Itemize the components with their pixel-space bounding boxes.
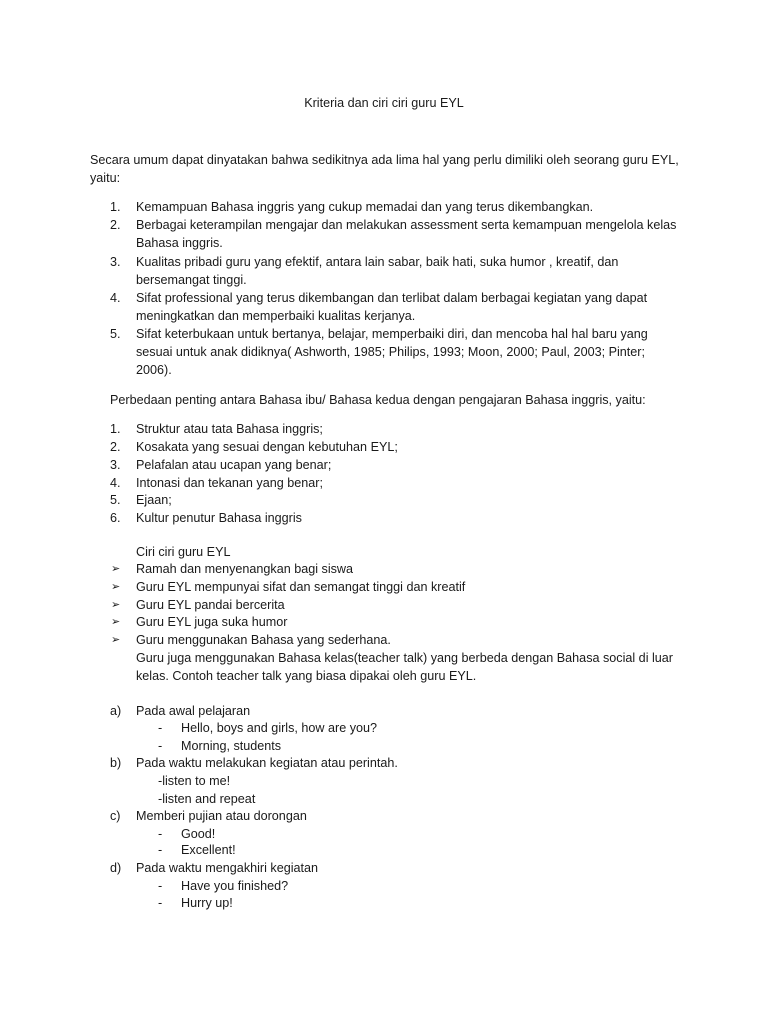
list-item-label: a) xyxy=(110,704,122,718)
list-item-text: Guru EYL pandai bercerita xyxy=(136,598,285,612)
list-item-text: Ramah dan menyenangkan bagi siswa xyxy=(136,562,354,576)
traits-note-line: Guru juga menggunakan Bahasa kelas(teacher talk) yang berbeda dengan Bahasa social di luar xyxy=(136,651,673,665)
dash-bullet: - xyxy=(158,721,163,735)
example-text: Have you finished? xyxy=(181,879,289,893)
traits-heading: Ciri ciri guru EYL xyxy=(136,545,231,559)
list-item-text: Struktur atau tata Bahasa inggris; xyxy=(136,422,323,436)
traits-note-line: kelas. Contoh teacher talk yang biasa dipakai oleh guru EYL. xyxy=(136,669,477,683)
list-item-number: 5. xyxy=(110,493,121,507)
list-item-label: b) xyxy=(110,756,122,770)
list-item-text: meningkatkan dan memperbaiki kualitas kerjanya. xyxy=(136,309,416,323)
arrow-bullet-icon: ➢ xyxy=(111,563,121,575)
dash-bullet: - xyxy=(158,896,163,910)
list-item-label: d) xyxy=(110,861,122,875)
arrow-bullet-icon: ➢ xyxy=(111,616,121,628)
list-item-text: Memberi pujian atau dorongan xyxy=(136,809,307,823)
list-item-number: 3. xyxy=(110,458,121,472)
arrow-bullet-icon: ➢ xyxy=(111,581,121,593)
list-item-text: 2006). xyxy=(136,363,172,377)
list-item-text: sesuai untuk anak didiknya( Ashworth, 1985; Philips, 1993; Moon, 2000; Paul, 2003; Pinter; xyxy=(136,345,645,359)
list-item-text: Pelafalan atau ucapan yang benar; xyxy=(136,458,332,472)
list-item-text: Pada awal pelajaran xyxy=(136,704,251,718)
list-item-number: 6. xyxy=(110,511,121,525)
list-item-number: 3. xyxy=(110,255,121,269)
list-item-number: 1. xyxy=(110,200,121,214)
list-item-text: Sifat keterbukaan untuk bertanya, belajar, memperbaiki diri, dan mencoba hal hal baru yang xyxy=(136,327,648,341)
list-item-number: 4. xyxy=(110,291,121,305)
list-item-text: Kualitas pribadi guru yang efektif, antara lain sabar, baik hati, suka humor , kreatif, dan xyxy=(136,255,619,269)
list-item-text: Pada waktu mengakhiri kegiatan xyxy=(136,861,319,875)
example-text: -listen to me! xyxy=(158,774,231,788)
list-item-text: bersemangat tinggi. xyxy=(136,273,247,287)
arrow-bullet-icon: ➢ xyxy=(111,599,121,611)
example-text: Good! xyxy=(181,827,216,841)
list-item-text: Guru EYL juga suka humor xyxy=(136,615,288,629)
list-item-number: 2. xyxy=(110,218,121,232)
dash-bullet: - xyxy=(158,739,163,753)
list-item-text: Guru menggunakan Bahasa yang sederhana. xyxy=(136,633,391,647)
list-item-text: Berbagai keterampilan mengajar dan melakukan assessment serta kemampuan mengelola kelas xyxy=(136,218,677,232)
list-item-number: 1. xyxy=(110,422,121,436)
dash-bullet: - xyxy=(158,827,163,841)
arrow-bullet-icon: ➢ xyxy=(111,634,121,646)
list-item-text: Kultur penutur Bahasa inggris xyxy=(136,511,302,525)
example-text: Excellent! xyxy=(181,843,236,857)
example-text: -listen and repeat xyxy=(158,792,256,806)
list-item-text: Pada waktu melakukan kegiatan atau perintah. xyxy=(136,756,398,770)
list-item-text: Kemampuan Bahasa inggris yang cukup memadai dan yang terus dikembangkan. xyxy=(136,200,594,214)
list-item-number: 4. xyxy=(110,476,121,490)
list-item-text: Intonasi dan tekanan yang benar; xyxy=(136,476,323,490)
differences-heading: Perbedaan penting antara Bahasa ibu/ Bahasa kedua dengan pengajaran Bahasa inggris, yaitu: xyxy=(110,393,646,407)
dash-bullet: - xyxy=(158,843,163,857)
example-text: Hello, boys and girls, how are you? xyxy=(181,721,378,735)
list-item-label: c) xyxy=(110,809,121,823)
list-item-number: 5. xyxy=(110,327,121,341)
list-item-text: Bahasa inggris. xyxy=(136,236,223,250)
example-text: Morning, students xyxy=(181,739,282,753)
list-item-text: Sifat professional yang terus dikembangan dan terlibat dalam berbagai kegiatan yang dapat xyxy=(136,291,648,305)
intro-line-1: Secara umum dapat dinyatakan bahwa sedikitnya ada lima hal yang perlu dimiliki oleh seorang guru EYL, xyxy=(90,153,679,167)
list-item-text: Ejaan; xyxy=(136,493,172,507)
list-item-text: Guru EYL mempunyai sifat dan semangat tinggi dan kreatif xyxy=(136,580,466,594)
example-text: Hurry up! xyxy=(181,896,233,910)
dash-bullet: - xyxy=(158,879,163,893)
document-title: Kriteria dan ciri ciri guru EYL xyxy=(304,96,464,110)
list-item-text: Kosakata yang sesuai dengan kebutuhan EYL; xyxy=(136,440,398,454)
list-item-number: 2. xyxy=(110,440,121,454)
intro-line-2: yaitu: xyxy=(90,171,121,185)
